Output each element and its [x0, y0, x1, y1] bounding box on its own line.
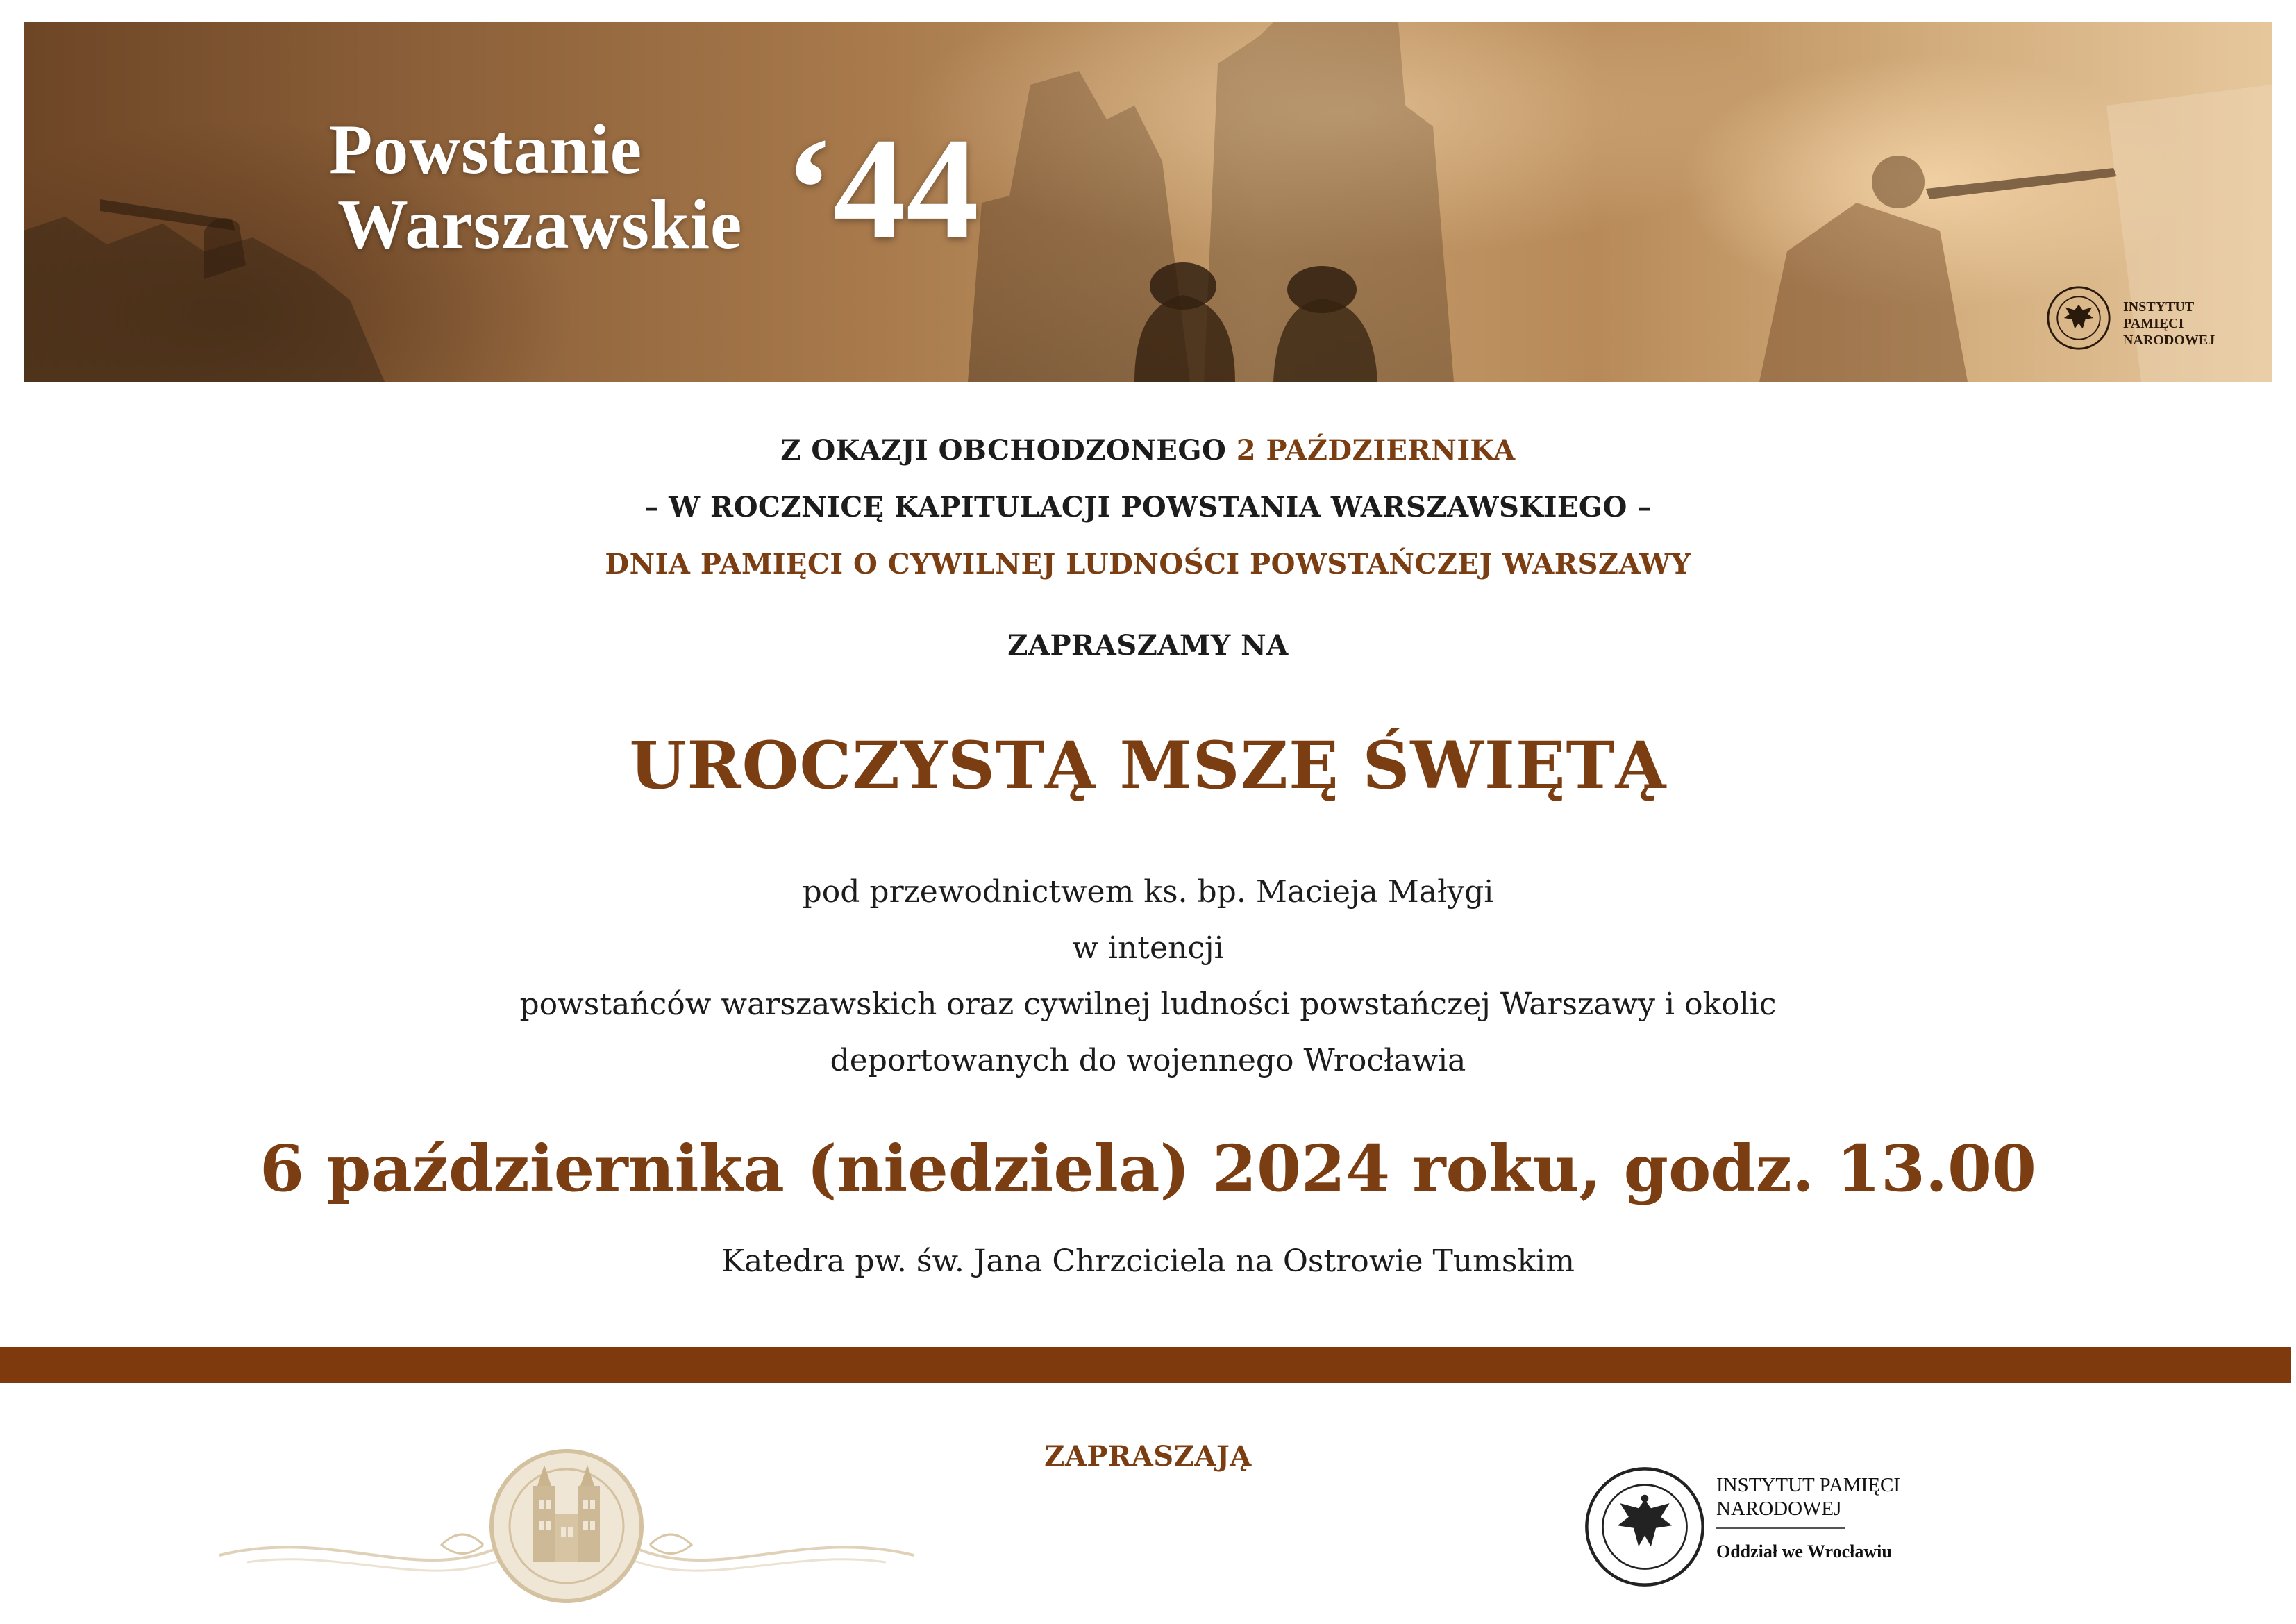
- header-banner: [24, 22, 2272, 382]
- details-line3: powstańców warszawskich oraz cywilnej ludności powstańczej Warszawy i okolic: [519, 987, 1777, 1022]
- ipn-top-line1: INSTYTUT: [2123, 299, 2195, 315]
- event-date: 6 października (niedziela) 2024 roku, godz. 13.00: [259, 1131, 2037, 1206]
- invite-heading: ZAPRASZAMY NA: [1007, 629, 1289, 662]
- divider-bar: [0, 1347, 2291, 1383]
- banner-title-year: ‘44: [785, 108, 979, 269]
- ipn-top-line2: PAMIĘCI: [2123, 316, 2184, 331]
- mass-title: UROCZYSTĄ MSZĘ ŚWIĘTĄ: [629, 728, 1667, 804]
- organizers-heading: ZAPRASZAJĄ: [1044, 1440, 1252, 1473]
- ipn-top-line3: NARODOWEJ: [2123, 333, 2215, 348]
- occasion-line1-prefix: Z OKAZJI OBCHODZONEGO: [780, 434, 1237, 467]
- details-line4: deportowanych do wojennego Wrocławia: [830, 1043, 1466, 1078]
- ipn-name-line2: NARODOWEJ: [1716, 1498, 1842, 1520]
- details-line2: w intencji: [1072, 930, 1224, 966]
- ipn-eagle-seal-bottom-icon: [1583, 1465, 1707, 1589]
- ipn-branch-name: Oddział we Wrocławiu: [1716, 1541, 1892, 1562]
- details-line1: pod przewodnictwem ks. bp. Macieja Małygi: [802, 874, 1494, 910]
- banner-title-line1: Powstanie: [329, 110, 642, 189]
- ipn-logo-text-top: [2123, 299, 2215, 349]
- banner-title: [329, 112, 742, 262]
- ipn-name-line1: INSTYTUT PAMIĘCI: [1716, 1474, 1901, 1496]
- occasion-line2: – W ROCZNICĘ KAPITULACJI POWSTANIA WARSZAWSKIEGO –: [644, 491, 1652, 524]
- mass-details: [0, 864, 2296, 1089]
- ipn-logo-name: [1716, 1473, 1900, 1521]
- occasion-line3: DNIA PAMIĘCI O CYWILNEJ LUDNOŚCI POWSTAŃCZEJ WARSZAWY: [605, 548, 1691, 580]
- cathedral-parish-logo-icon: [206, 1444, 928, 1611]
- ipn-logo-divider: [1716, 1527, 1845, 1529]
- occasion-line1: [0, 422, 2296, 479]
- occasion-text: [0, 422, 2296, 593]
- occasion-date-highlight: 2 PAŹDZIERNIKA: [1236, 434, 1516, 467]
- banner-title-line2: Warszawskie: [337, 185, 743, 264]
- ipn-eagle-seal-icon: [2045, 285, 2112, 351]
- event-venue: Katedra pw. św. Jana Chrzciciela na Ostrowie Tumskim: [721, 1244, 1575, 1279]
